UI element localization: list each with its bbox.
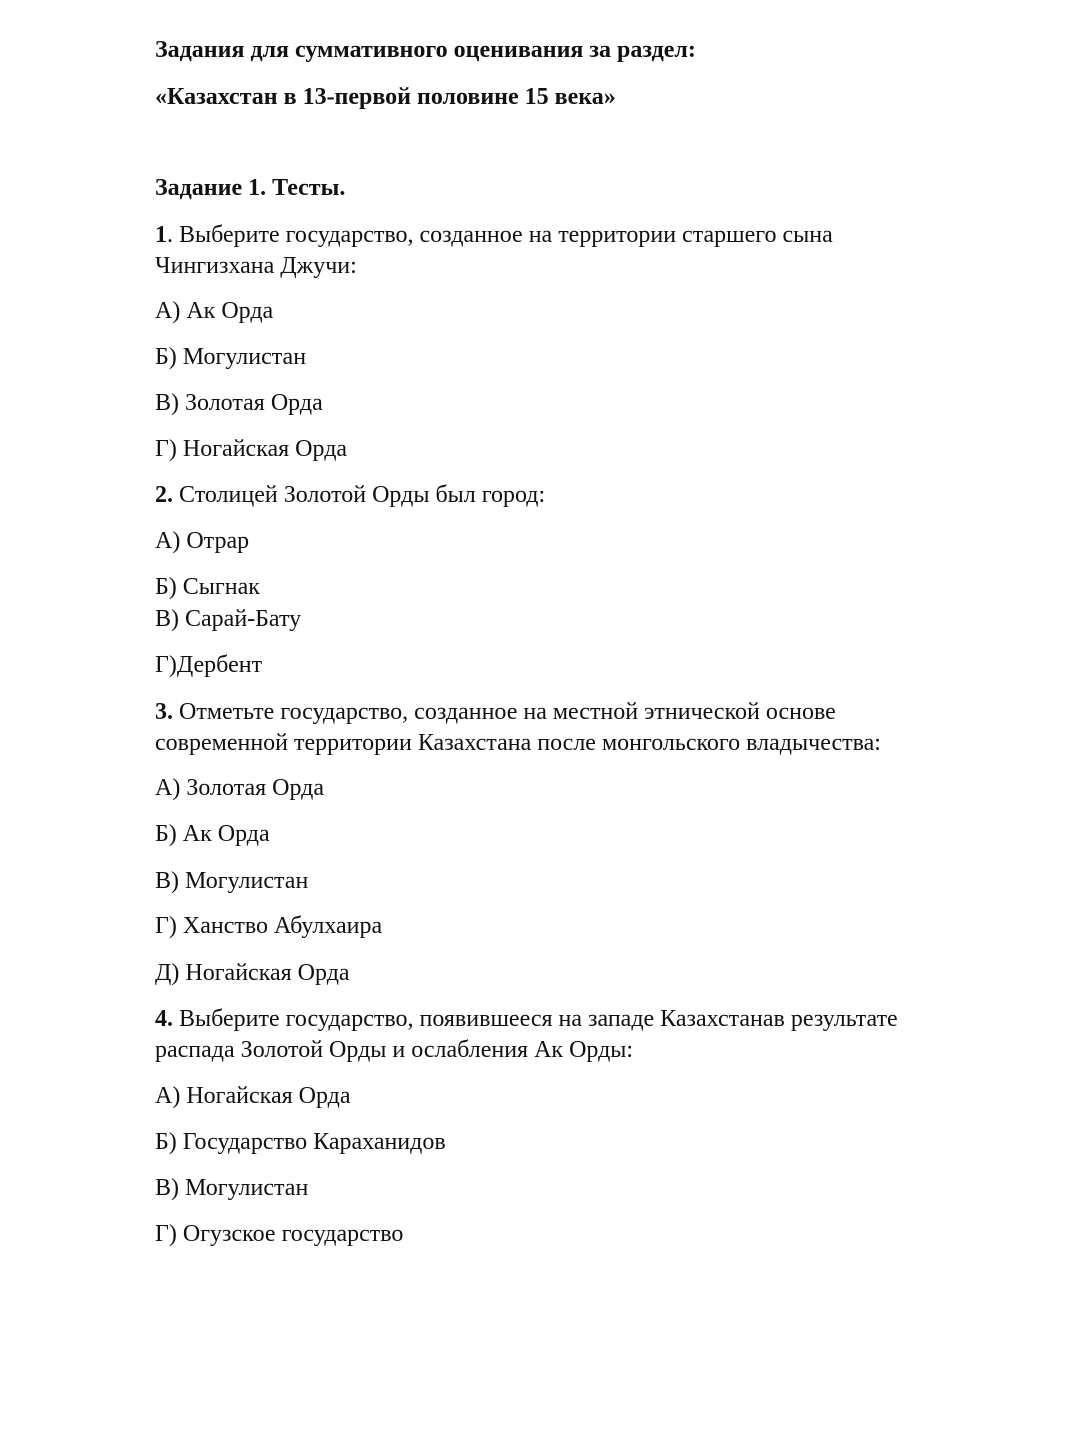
question-number: 4.: [155, 1006, 173, 1032]
question-number: 1: [155, 222, 167, 248]
answer-option: Г)Дербент: [155, 652, 263, 678]
question-1-text-cont: Чингизхана Джучи:: [155, 253, 357, 279]
title-line-2: «Казахстан в 13-первой половине 15 века»: [155, 84, 616, 110]
answer-option: Г) Огузское государство: [155, 1221, 404, 1247]
answer-option: В) Могулистан: [155, 868, 309, 894]
answer-option: Б) Сыгнак: [155, 574, 260, 600]
task-heading: Задание 1. Тесты.: [155, 175, 346, 201]
answer-option: Б) Ак Орда: [155, 821, 270, 847]
question-1-text: 1. Выберите государство, созданное на территории старшего сына: [155, 222, 833, 248]
question-4-text-cont: распада Золотой Орды и ослабления Ак Орды:: [155, 1037, 634, 1063]
title-line-1: Задания для суммативного оценивания за раздел:: [155, 37, 696, 63]
answer-option: Б) Могулистан: [155, 344, 307, 370]
question-number: 2.: [155, 482, 173, 508]
question-number: 3.: [155, 699, 173, 725]
question-4-text: 4. Выберите государство, появившееся на западе Казахстанав результате: [155, 1006, 898, 1032]
answer-option: А) Ак Орда: [155, 298, 274, 324]
answer-option: А) Ногайская Орда: [155, 1083, 351, 1109]
question-2-text: 2. Столицей Золотой Орды был город:: [155, 482, 546, 508]
answer-option: А) Золотая Орда: [155, 775, 325, 801]
question-3-text: 3. Отметьте государство, созданное на местной этнической основе: [155, 699, 836, 725]
question-3-text-cont: современной территории Казахстана после монгольского владычества:: [155, 730, 881, 756]
answer-option: В) Золотая Орда: [155, 390, 323, 416]
answer-option: Г) Ханство Абулхаира: [155, 913, 383, 939]
answer-option: В) Сарай-Бату: [155, 606, 302, 632]
answer-option: А) Отрар: [155, 528, 250, 554]
answer-option: Д) Ногайская Орда: [155, 960, 350, 986]
answer-option: Г) Ногайская Орда: [155, 436, 348, 462]
answer-option: В) Могулистан: [155, 1175, 309, 1201]
answer-option: Б) Государство Караханидов: [155, 1129, 446, 1155]
